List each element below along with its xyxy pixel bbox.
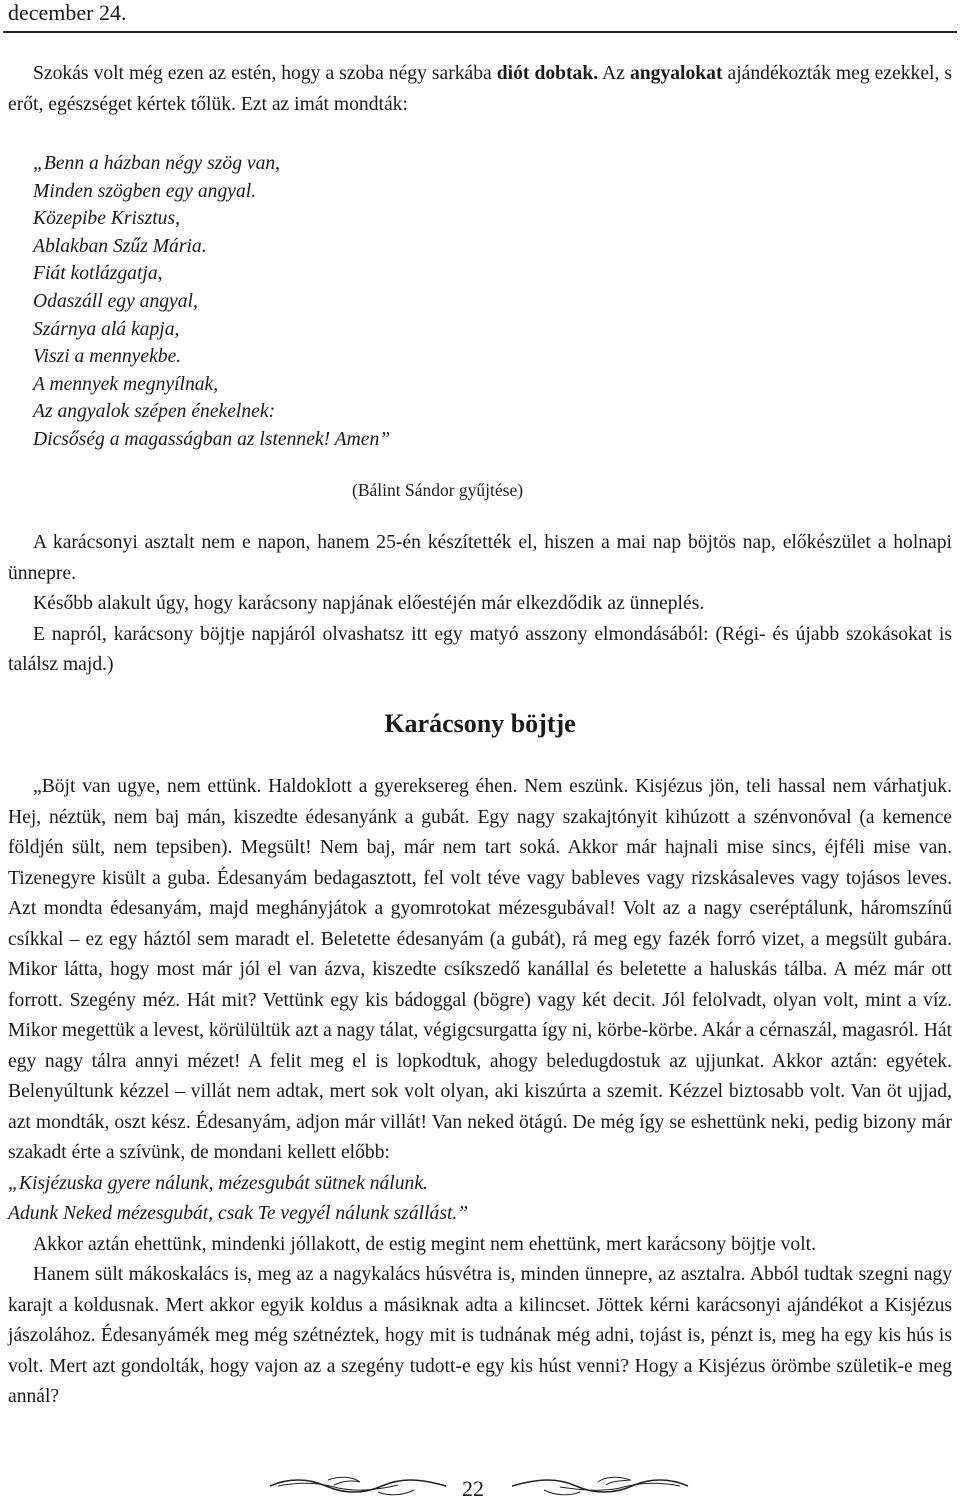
story-paragraph: „Böjt van ugye, nem ettünk. Haldoklott a gyereksereg éhen. Nem eszünk. Kisjézus jön, teli hassal nem várhatjuk. Hej, néztük, nem baj mán, kiszedte édesanyánk a gubát. Egy nagy szakajtónyit kihúzott a szénvonóval (a kemence földjén sült, nem tepsiben). Megsült! Nem baj, már nem tart soká. Akkor már hajnali mise sincs, éjféli mise van. Tizenegyre kisült a guba. Édesanyám bedagasztott, fel volt téve vagy bableves vagy rizskásaleves vagy tojásos leves. Azt mondta édesanyám, majd meghányjátok a gyomrotokat mézesgubával! Volt az a nagy cseréptálunk, háromszínű csíkkal – ez egy háztól sem maradt el. Beletette édesanyám (a gubát), rá meg egy fazék forró vizet, a megsült gubára. Mikor látta, hogy most már jól el van ázva, kiszedte csíkszedő kanállal és beletette a haluskás tálba. A méz már ott forrott. Szegény méz. Hát mit? Vettünk egy kis bádoggal (bögre) vagy két decit. Jól felolvadt, olyan volt, mint a víz. Mikor megettük a levest, körülültük azt a nagy tálat, végigcsurgatta így ni, körbe-körbe. Akár a cérnaszál, magasról. Hát egy nagy tálra annyi mézet! A felit meg el is lopkodtuk, ahogy beledugdostuk az ujjunkat. Akkor aztán: egyétek. Belenyúltunk kézzel – villát nem adtak, mert sok volt olyan, aki kiszúrta a szemit. Kézzel biztosabb volt. Van öt ujjad, azt mondták, oszt kész. Édesanyám, adjon már villát! Van neked ötágú. De még így se eshettünk neki, pedig bizony már szakadt érte a szívünk, de mondani kellett előbb: <box>8 776 952 1163</box>
left-ornament-icon <box>268 1476 448 1496</box>
verse-line: „Kisjézuska gyere nálunk, mézesgubát sütnek nálunk. <box>8 1172 428 1194</box>
verse-line: Adunk Neked mézesgubát, csak Te vegyél nálunk szállást.” <box>8 1203 469 1224</box>
poem-line: Fiát kotlázgatja, <box>33 263 163 285</box>
paragraph: E napról, karácsony böjtje napjáról olvashatsz itt egy matyó asszony elmondásából: (Régi- és újabb szokásokat is találsz majd.) <box>8 623 952 675</box>
intro-text-3: ajándékozták meg ezekkel, s erőt, egészséget kértek tőlük. Ezt az imát mondták: <box>8 63 952 115</box>
poem-line: Odaszáll egy angyal, <box>33 290 198 312</box>
intro-paragraph <box>8 59 952 120</box>
paragraph: A karácsonyi asztalt nem e napon, hanem 25-én készítették el, hiszen a mai nap böjtös nap, előkészület a holnapi ünnepre. <box>8 532 952 584</box>
poem-line: Szárnya alá kapja, <box>33 318 180 340</box>
right-ornament-icon <box>510 1476 690 1496</box>
poem-attribution: (Bálint Sándor gyűjtése) <box>352 480 524 500</box>
page-header: december 24. <box>8 0 127 25</box>
poem-line: Ablakban Szűz Mária. <box>33 235 207 257</box>
section-heading: Karácsony böjtje <box>384 709 576 738</box>
poem-line: A mennyek megnyílnak, <box>33 373 219 395</box>
closing-paragraph: Akkor aztán ehettünk, mindenki jóllakott, de estig megint nem ehettünk, mert karácsony böjtje volt. <box>33 1233 817 1255</box>
poem-line: Minden szögben egy angyal. <box>33 180 257 202</box>
intro-text-2: Az <box>598 63 630 84</box>
poem-line: „Benn a házban négy szög van, <box>33 153 281 174</box>
story-block <box>8 772 952 1413</box>
intro-text <box>8 59 952 120</box>
poem-line: Az angyalok szépen énekelnek: <box>33 401 276 423</box>
intro-bold-2: angyalokat <box>629 63 723 84</box>
intro-bold-1: diót dobtak. <box>496 63 599 84</box>
page-number: 22 <box>462 1476 484 1501</box>
prayer-poem <box>33 150 390 454</box>
intro-text-1: Szokás volt még ezen az estén, hogy a szoba négy sarkába <box>33 63 497 84</box>
poem-line: Dicsőség a magasságban az lstennek! Amen” <box>33 428 391 450</box>
body-paragraphs <box>8 528 952 681</box>
poem-line: Viszi a mennyekbe. <box>33 346 182 368</box>
closing-paragraph: Hanem sült mákoskalács is, meg az a nagykalács húsvétra is, minden ünnepre, az asztalra. Abból tudtak szegni nagy karajt a koldusnak. Mert akkor egyik koldus a másiknak adta a kilincset. Jöttek kérni karácsonyi ajándékot a Kisjézus jászolához. Édesanyámék meg még szétnéztek, hogy mit is tudnának még adni, tojást is, pénzt is, meg ha egy kis hús is volt. Mert azt gondolták, hogy vajon az a szegény tudott-e egy kis húst venni? Hogy a Kisjézus örömbe születik-e meg annál? <box>8 1264 952 1407</box>
poem-line: Közepibe Krisztus, <box>33 208 180 230</box>
header-rule <box>3 31 957 33</box>
paragraph: Később alakult úgy, hogy karácsony napjának előestéjén már elkezdődik az ünneplés. <box>33 593 705 614</box>
